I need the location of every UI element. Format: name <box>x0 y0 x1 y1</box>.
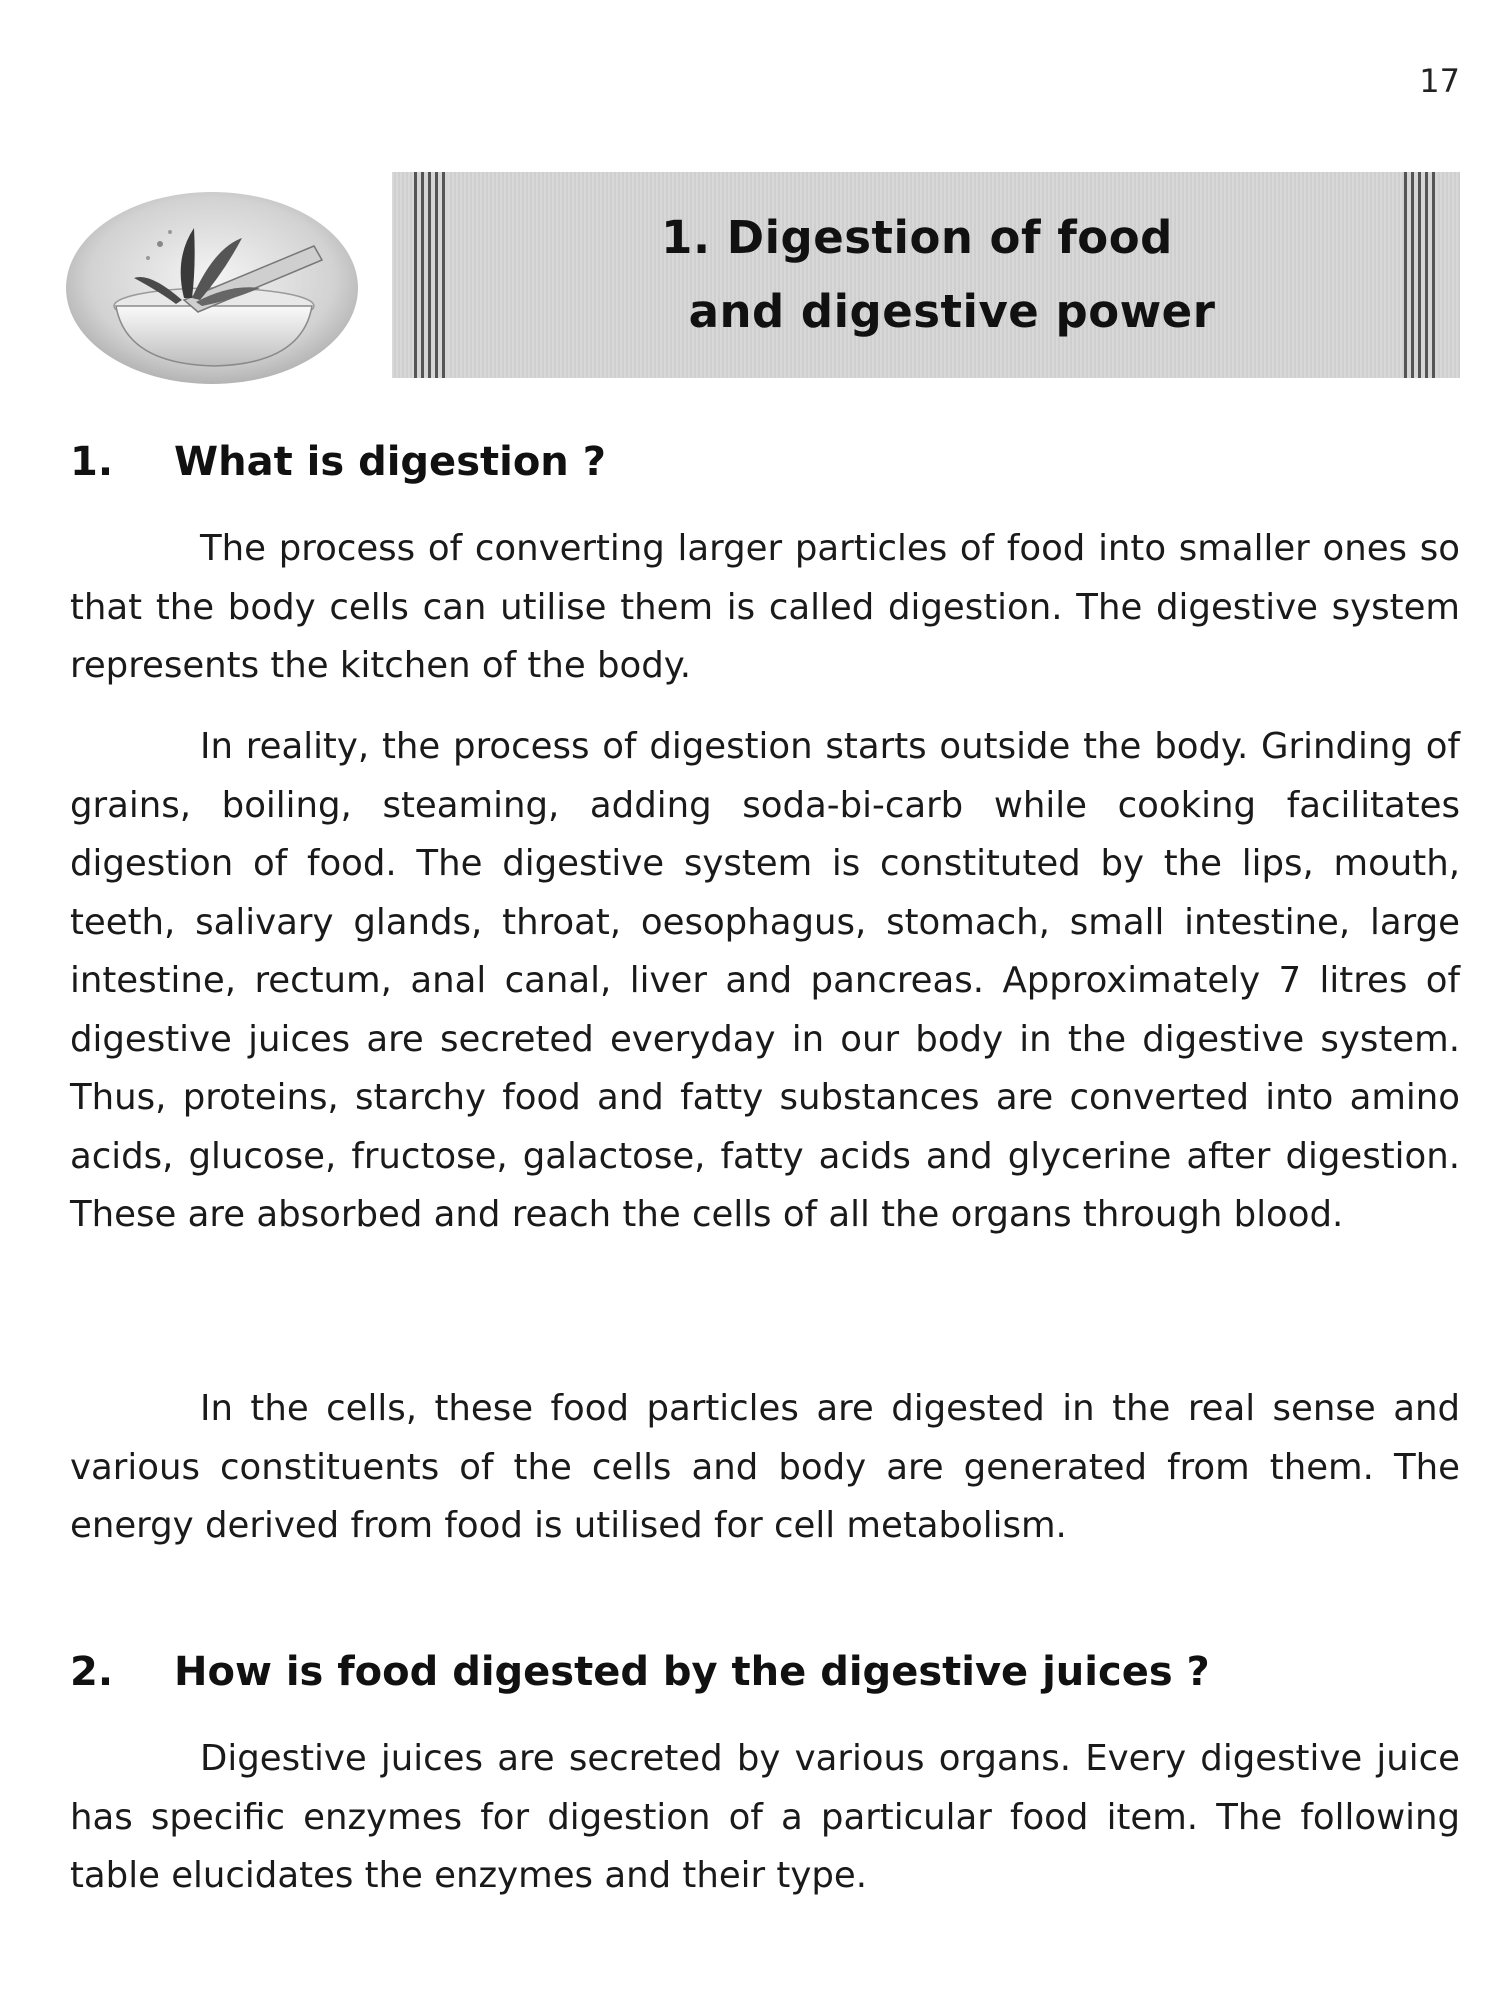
paragraph: In the cells, these food particles are digested in the real sense and various constituents of the cells and body are generated from them. The energy derived from food is utilised for cell metabolism. <box>70 1388 1460 1546</box>
section-number: 1. <box>70 439 114 485</box>
section-title: What is digestion ? <box>174 439 606 485</box>
section-heading-2 <box>70 1646 1210 1698</box>
paragraph: In reality, the process of digestion starts outside the body. Grinding of grains, boiling, steaming, adding soda-bi-carb while cooking facilitates digestion of food. The digestive system is constituted by the lips, mouth, teeth, salivary glands, throat, oesophagus, stomach, small intestine, large intestine, rectum, anal canal, liver and pancreas. Approximately 7 litres of digestive juices are secreted everyday in our body in the digestive system. Thus, proteins, starchy food and fatty substances are converted into amino acids, glucose, fructose, galactose, fatty acids and glycerine after digestion. These are absorbed and reach the cells of all the organs through blood. <box>70 726 1460 1235</box>
paragraph: The process of converting larger particles of food into smaller ones so that the body cells can utilise them is called digestion. The digestive system represents the kitchen of the body. <box>70 528 1460 686</box>
page-number: 17 <box>1419 62 1460 100</box>
paragraph: Digestive juices are secreted by various organs. Every digestive juice has specific enzymes for digestion of a particular food item. The following table elucidates the enzymes and their type. <box>70 1738 1460 1896</box>
chapter-title-line-1: 1. Digestion of food <box>661 211 1173 264</box>
section-title: How is food digested by the digestive juices ? <box>174 1649 1210 1695</box>
chapter-title-banner <box>392 172 1460 378</box>
section-heading-1 <box>70 436 606 488</box>
chapter-title-line-2: and digestive power <box>688 285 1216 338</box>
mortar-pestle-herb-icon <box>64 188 360 388</box>
section-number: 2. <box>70 1649 114 1695</box>
